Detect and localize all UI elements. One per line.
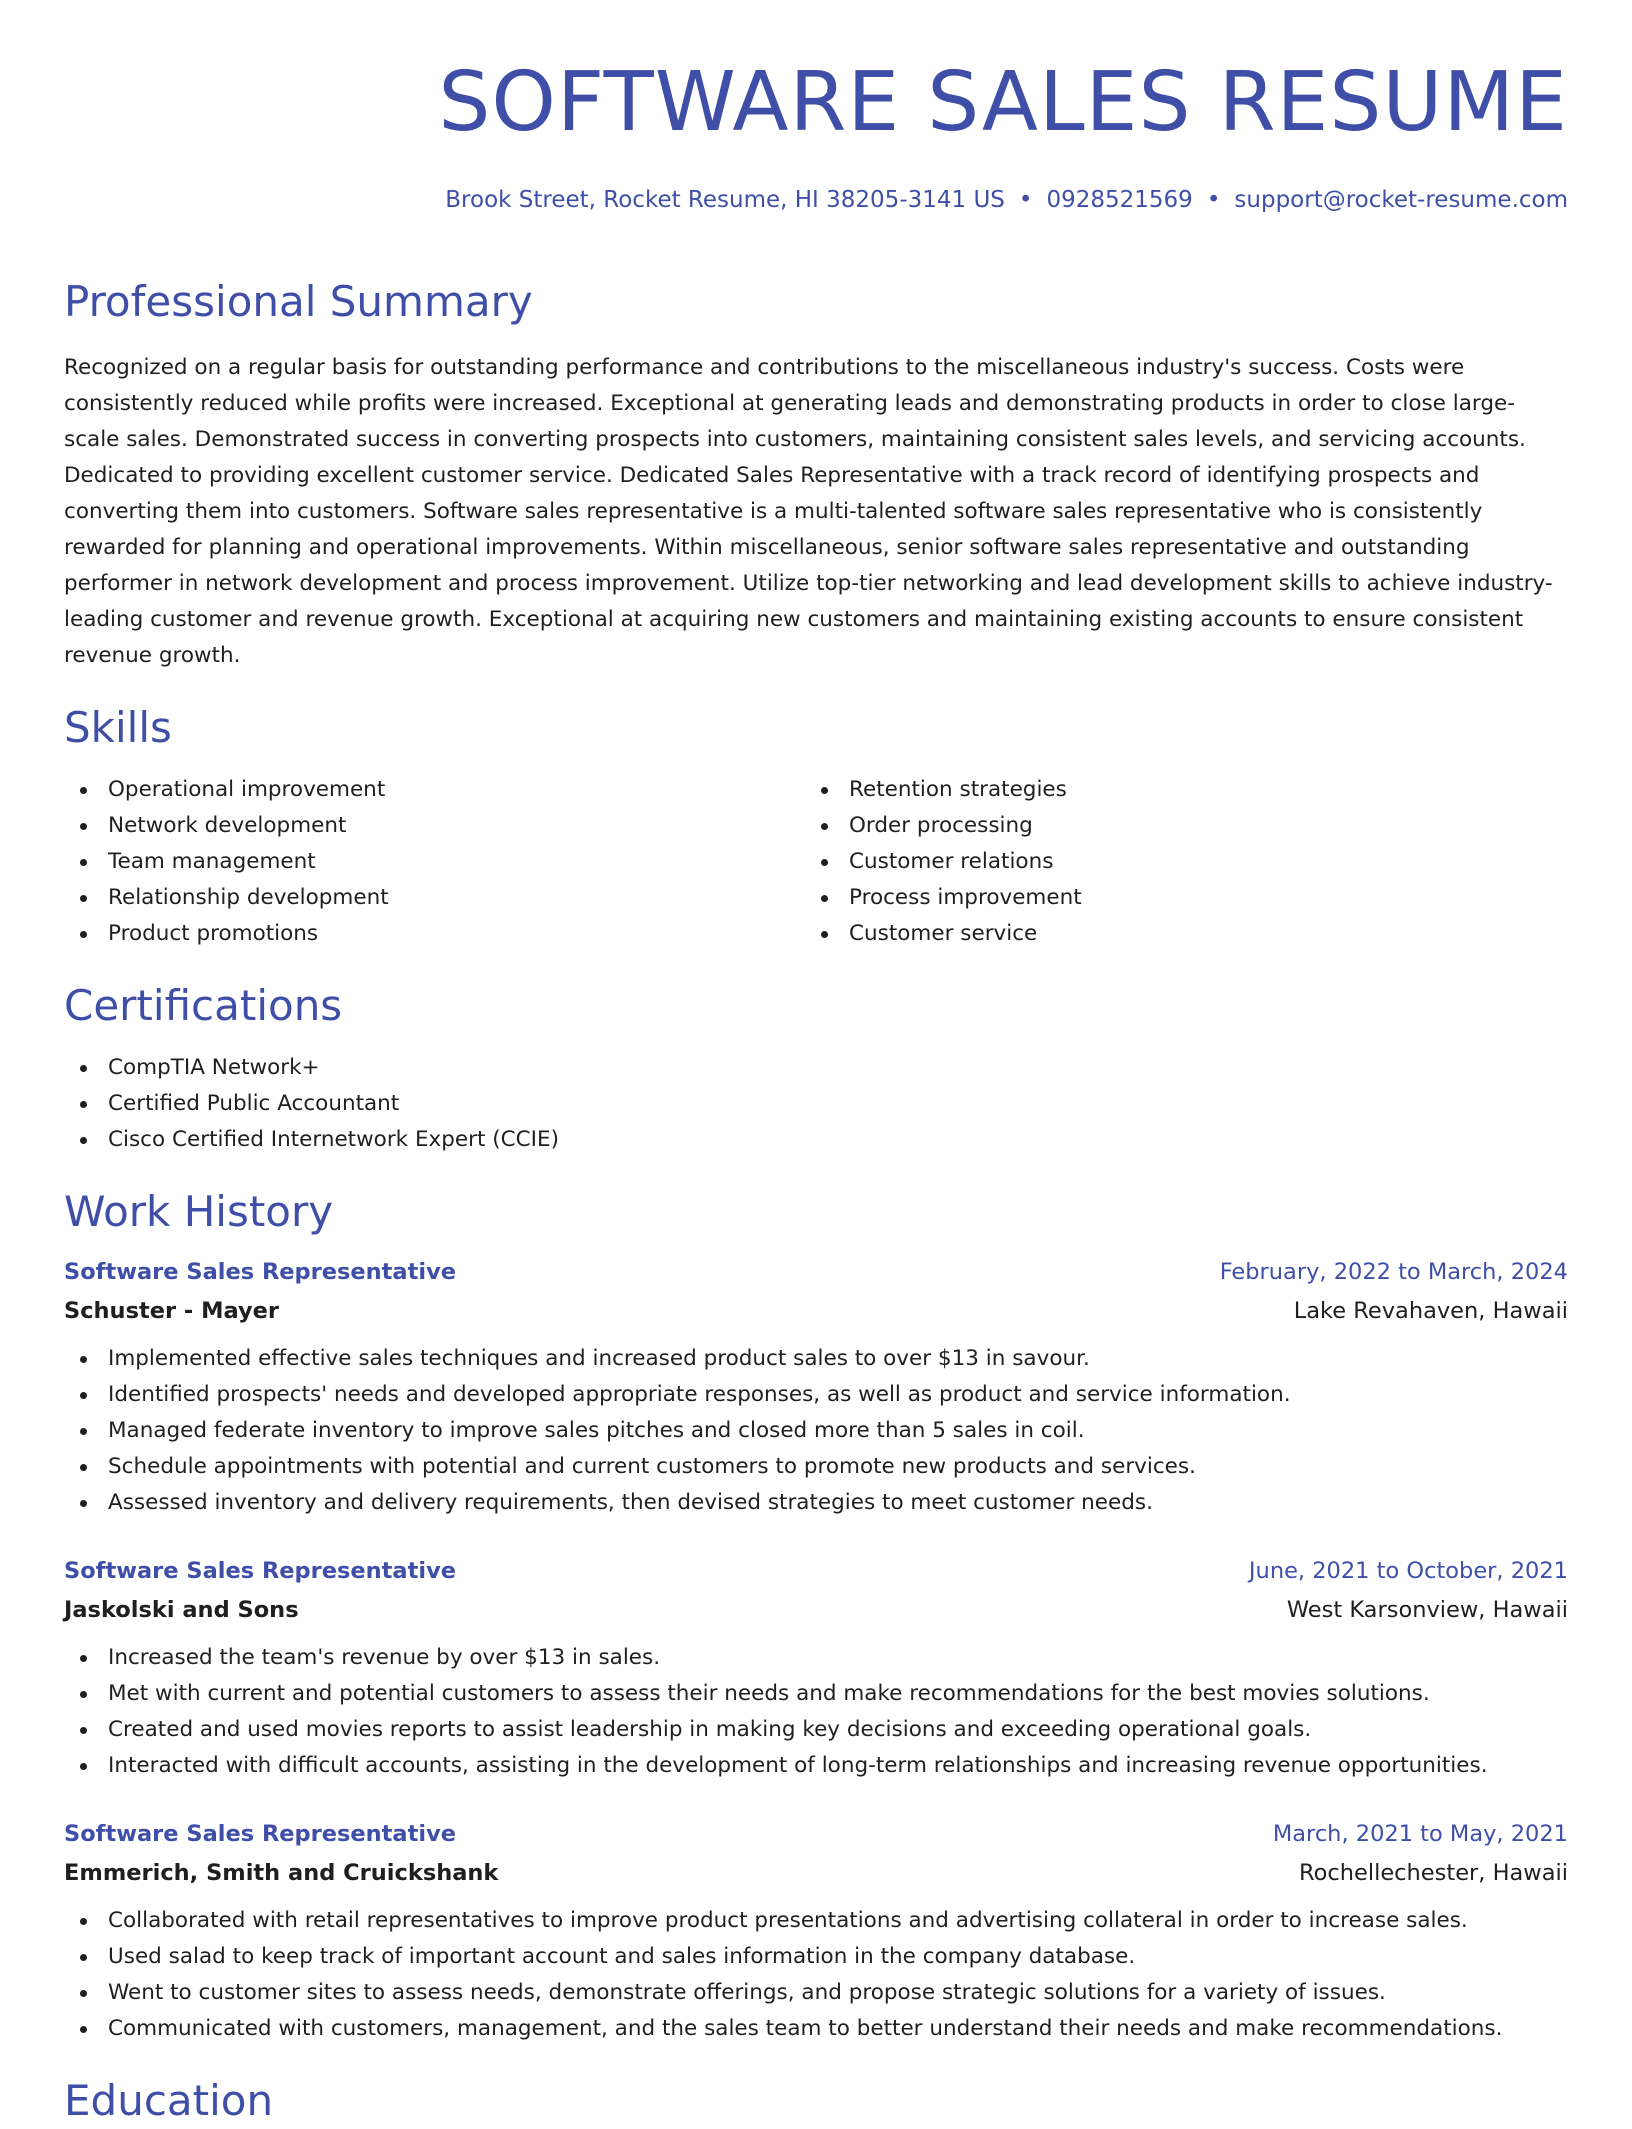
- contact-line: [64, 184, 1568, 216]
- job-subheader: [64, 1295, 1568, 1327]
- skill-item: Customer service: [805, 916, 1546, 952]
- job-header: [64, 1555, 1568, 1587]
- skill-item: Network development: [64, 808, 805, 844]
- job-title: Software Sales Representative: [64, 1259, 457, 1285]
- section-heading-certifications: Certifications: [64, 981, 343, 1030]
- contact-separator: •: [1018, 187, 1033, 213]
- skill-item: Team management: [64, 844, 805, 880]
- job-header: [64, 1818, 1568, 1850]
- skill-item: Retention strategies: [805, 772, 1546, 808]
- job-subheader: [64, 1594, 1568, 1626]
- job-bullet: Schedule appointments with potential and current customers to promote new products and services.: [64, 1449, 1568, 1485]
- job-bullets: [64, 1903, 1568, 2047]
- job-bullets: [64, 1640, 1568, 1784]
- job-entry: [64, 1256, 1568, 1521]
- skills-list-right: [805, 772, 1546, 952]
- job-location: Lake Revahaven, Hawaii: [1293, 1298, 1568, 1324]
- job-bullet: Interacted with difficult accounts, assisting in the development of long-term relationships and increasing revenue opportunities.: [64, 1748, 1568, 1784]
- job-location: West Karsonview, Hawaii: [1286, 1597, 1568, 1623]
- section-heading-education: Education: [64, 2076, 274, 2125]
- job-bullet: Met with current and potential customers to assess their needs and make recommendations for the best movies solutions.: [64, 1676, 1568, 1712]
- job-dates: March, 2021 to May, 2021: [1272, 1821, 1568, 1847]
- job-location: Rochellechester, Hawaii: [1298, 1860, 1568, 1886]
- job-dates: June, 2021 to October, 2021: [1248, 1558, 1568, 1584]
- job-bullet: Assessed inventory and delivery requirements, then devised strategies to meet customer needs.: [64, 1485, 1568, 1521]
- contact-email[interactable]: support@rocket-resume.com: [1234, 187, 1568, 213]
- skill-item: Operational improvement: [64, 772, 805, 808]
- section-heading-summary: Professional Summary: [64, 277, 533, 326]
- skills-list-left: [64, 772, 805, 952]
- job-bullet: Went to customer sites to assess needs, demonstrate offerings, and propose strategic solutions for a variety of issues.: [64, 1975, 1568, 2011]
- job-bullet: Managed federate inventory to improve sales pitches and closed more than 5 sales in coil.: [64, 1413, 1568, 1449]
- contact-separator: •: [1206, 187, 1221, 213]
- certification-item: Cisco Certified Internetwork Expert (CCIE): [64, 1122, 1568, 1158]
- job-company: Schuster - Mayer: [64, 1298, 279, 1324]
- job-bullet: Used salad to keep track of important account and sales information in the company database.: [64, 1939, 1568, 1975]
- job-subheader: [64, 1857, 1568, 1889]
- job-bullet: Increased the team's revenue by over $13 in sales.: [64, 1640, 1568, 1676]
- job-company: Jaskolski and Sons: [64, 1597, 299, 1623]
- skill-item: Product promotions: [64, 916, 805, 952]
- certifications-list: [64, 1050, 1568, 1158]
- job-entry: [64, 1818, 1568, 2047]
- certification-item: Certified Public Accountant: [64, 1086, 1568, 1122]
- certification-item: CompTIA Network+: [64, 1050, 1568, 1086]
- job-bullets: [64, 1341, 1568, 1521]
- section-heading-work-history: Work History: [64, 1187, 334, 1236]
- job-dates: February, 2022 to March, 2024: [1219, 1259, 1568, 1285]
- skill-item: Process improvement: [805, 880, 1546, 916]
- skills-columns: [64, 772, 1568, 952]
- job-company: Emmerich, Smith and Cruickshank: [64, 1860, 499, 1886]
- job-bullet: Identified prospects' needs and developed appropriate responses, as well as product and service information.: [64, 1377, 1568, 1413]
- skill-item: Order processing: [805, 808, 1546, 844]
- summary-text: Recognized on a regular basis for outstanding performance and contributions to the miscellaneous industry's success. Costs were consistently reduced while profits were increased. Exceptional at generating leads and demonstrating products in order to close large-scale sales. Demonstrated success in converting prospects into customers, maintaining consistent sales levels, and servicing accounts. Dedicated to providing excellent customer service. Dedicated Sales Representative with a track record of identifying prospects and converting them into customers. Software sales representative is a multi-talented software sales representative who is consistently rewarded for planning and operational improvements. Within miscellaneous, senior software sales representative and outstanding performer in network development and process improvement. Utilize top-tier networking and lead development skills to achieve industry-leading customer and revenue growth. Exceptional at acquiring new customers and maintaining existing accounts to ensure consistent revenue growth.: [64, 355, 1553, 668]
- job-bullet: Created and used movies reports to assist leadership in making key decisions and exceeding operational goals.: [64, 1712, 1568, 1748]
- section-heading-skills: Skills: [64, 703, 172, 752]
- job-header: [64, 1256, 1568, 1288]
- resume-header: [64, 0, 1568, 216]
- job-title: Software Sales Representative: [64, 1821, 457, 1847]
- skill-item: Customer relations: [805, 844, 1546, 880]
- job-title: Software Sales Representative: [64, 1558, 457, 1584]
- job-bullet: Implemented effective sales techniques and increased product sales to over $13 in savour.: [64, 1341, 1568, 1377]
- skill-item: Relationship development: [64, 880, 805, 916]
- job-bullet: Communicated with customers, management, and the sales team to better understand their needs and make recommendations.: [64, 2011, 1568, 2047]
- resume-title: SOFTWARE SALES RESUME: [438, 55, 1568, 150]
- contact-phone: 0928521569: [1046, 187, 1193, 213]
- job-bullet: Collaborated with retail representatives to improve product presentations and advertising collateral in order to increase sales.: [64, 1903, 1568, 1939]
- contact-address: Brook Street, Rocket Resume, HI 38205-3141 US: [445, 187, 1005, 213]
- job-entry: [64, 1555, 1568, 1784]
